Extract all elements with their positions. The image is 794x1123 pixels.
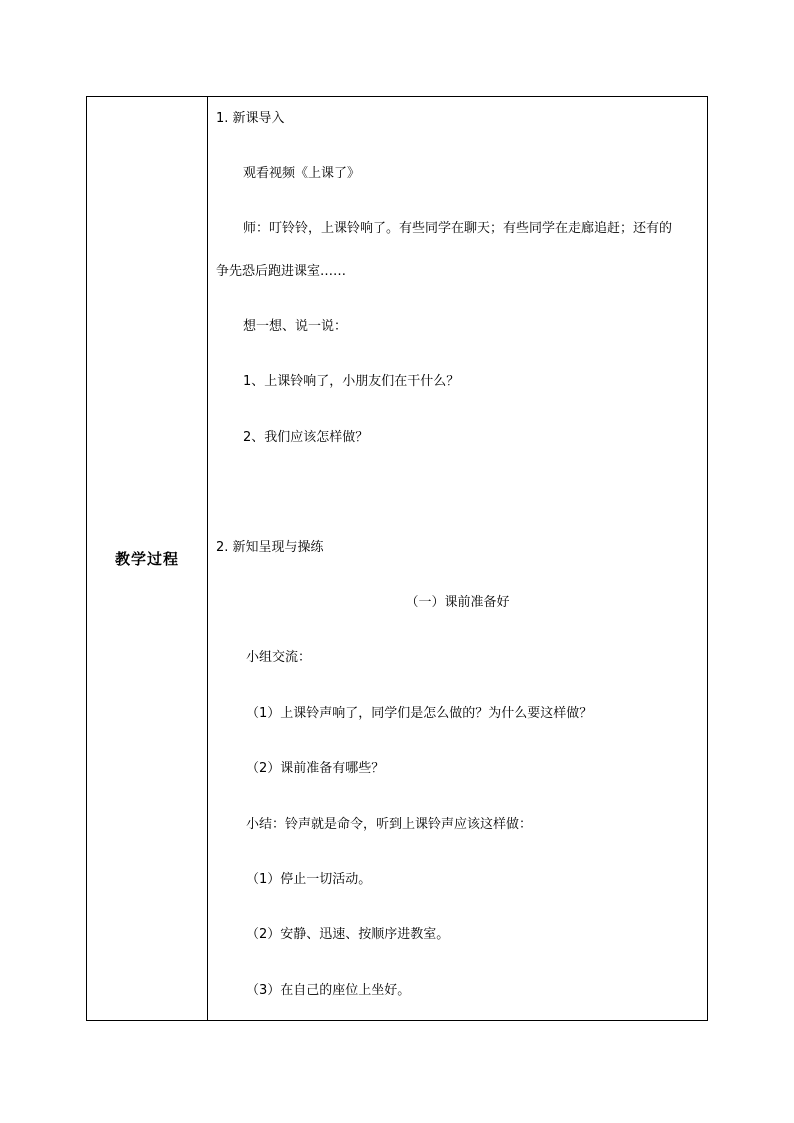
list-item: （2）课前准备有哪些？ (246, 761, 385, 776)
list-item: （2）安静、迅速、按顺序进教室。 (246, 927, 450, 942)
row-label: 教学过程 (114, 550, 179, 568)
list-item: （1）上课铃声响了，同学们是怎么做的？为什么要这样做？ (246, 706, 593, 721)
paragraph: 争先恐后跑进课室…… (216, 264, 347, 279)
paragraph: 想一想、说一说： (243, 319, 348, 334)
list-item: 2、我们应该怎样做？ (243, 430, 369, 445)
paragraph: 小组交流： (246, 650, 312, 665)
row-label-cell (87, 97, 207, 1020)
paragraph: 观看视频《上课了》 (243, 166, 361, 181)
subsection-heading: （一）课前准备好 (405, 595, 510, 610)
list-item: （1）停止一切活动。 (246, 872, 372, 887)
paragraph: 师：叮铃铃，上课铃响了。有些同学在聊天；有些同学在走廊追赶；还有的 (243, 221, 673, 236)
content-cell (208, 97, 707, 1020)
section-heading-practice: 2. 新知呈现与操练 (216, 540, 324, 555)
list-item: （3）在自己的座位上坐好。 (246, 983, 411, 998)
list-item: 1、上课铃响了，小朋友们在干什么？ (243, 374, 460, 389)
lesson-table (86, 96, 708, 1021)
section-heading-intro: 1. 新课导入 (216, 111, 285, 126)
paragraph: 小结：铃声就是命令，听到上课铃声应该这样做： (246, 817, 533, 832)
